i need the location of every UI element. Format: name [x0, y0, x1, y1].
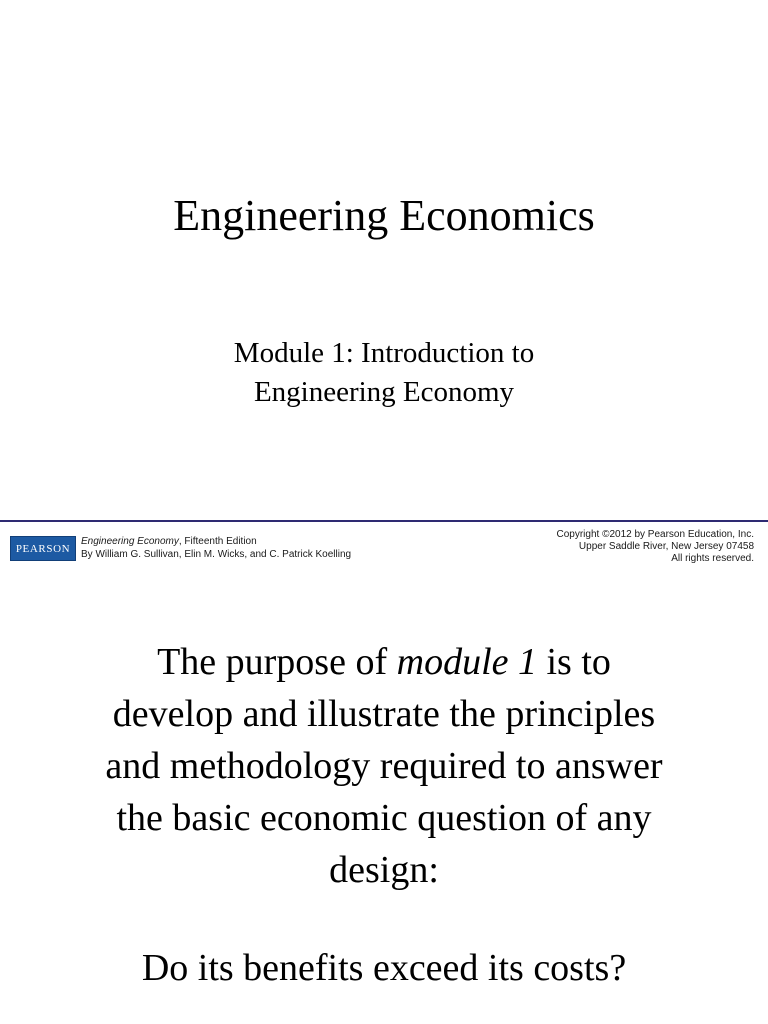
- book-edition: , Fifteenth Edition: [178, 536, 257, 547]
- slide-subtitle: [0, 334, 768, 412]
- copyright-address: Upper Saddle River, New Jersey 07458: [578, 541, 754, 552]
- copyright-notice: [557, 529, 755, 565]
- purpose-line: [0, 636, 768, 688]
- purpose-text: is to: [537, 641, 611, 683]
- book-title-line: [81, 535, 351, 548]
- purpose-statement: [0, 636, 768, 896]
- copyright-rights: All rights reserved.: [671, 553, 754, 564]
- copyright-line: Copyright ©2012 by Pearson Education, Inc.: [556, 529, 754, 540]
- purpose-line: design:: [329, 849, 439, 891]
- purpose-line: and methodology required to answer: [105, 745, 663, 787]
- subtitle-line: Module 1: Introduction to: [233, 337, 535, 369]
- purpose-line: the basic economic question of any: [116, 797, 652, 839]
- pearson-logo-text: PEARSON: [15, 542, 71, 555]
- key-question: Do its benefits exceed its costs?: [141, 947, 627, 989]
- slide-title: Engineering Economics: [173, 191, 595, 240]
- purpose-text: The purpose of: [157, 641, 397, 683]
- purpose-line: develop and illustrate the principles: [112, 693, 656, 735]
- pearson-logo: [10, 536, 76, 561]
- book-authors: By William G. Sullivan, Elin M. Wicks, and C. Patrick Koelling: [81, 549, 352, 560]
- subtitle-line: Engineering Economy: [253, 376, 515, 408]
- book-title: Engineering Economy: [81, 536, 179, 547]
- footer-divider: [0, 520, 768, 522]
- module-emphasis: module 1: [396, 641, 537, 683]
- book-citation: [81, 535, 351, 561]
